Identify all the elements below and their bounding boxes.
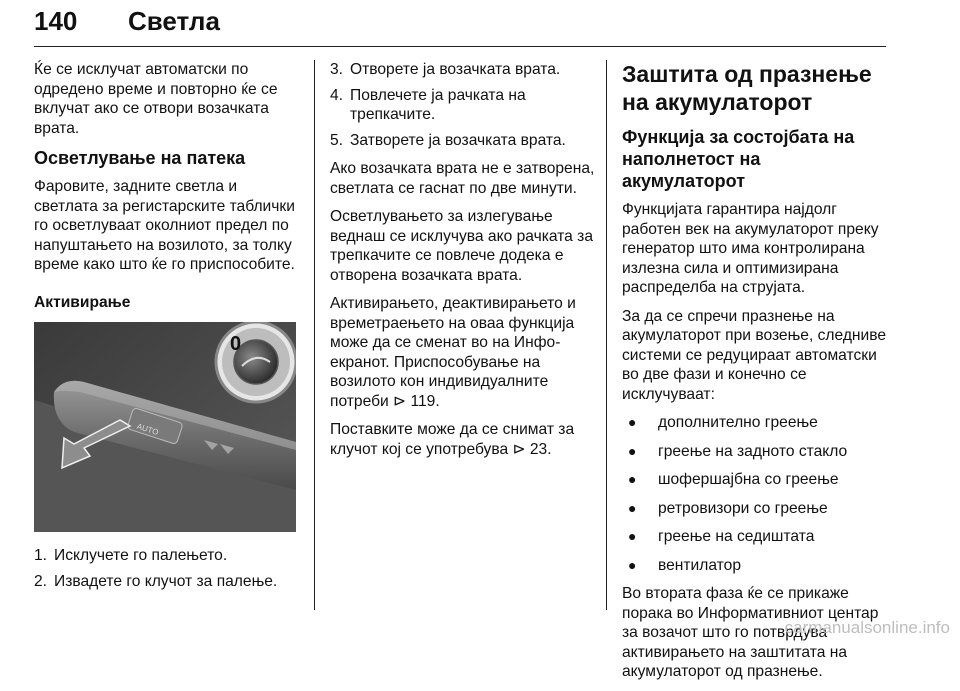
paragraph: Фаровите, задните светла и светлата за регистарските таблички го осветлуваат околниот предел по напуштањето на возилото, за толку време како што ќе го приспособите. [34, 178, 295, 273]
page-header [34, 6, 886, 47]
paragraph: Активирањето, деактивирањето и времетраењето на оваа функција може да се сменат во на Инфо-екранот. Приспособување на возилото кон индивидуалните потреби ⊳ 119. [330, 295, 576, 410]
subheading-activation: Активирање [34, 293, 131, 311]
list-item: ● ретровизори со греење [622, 499, 888, 519]
step-text: Исклучете го палењето. [54, 547, 228, 564]
step-number: 2. [34, 572, 48, 590]
bullet-icon: ● [628, 471, 637, 487]
step-number: 4. [330, 86, 344, 104]
list-item: ● шофершајбна со греење [622, 470, 888, 490]
heading-battery-protection: Заштита од празнење на акумулаторот [622, 61, 872, 115]
watermark: carmanualsonline.info [784, 618, 950, 637]
paragraph: Во втората фаза ќе се прикаже порака во Информативниот центар за возачот што го потврдува активирањето на заштитата на акумулаторот од празнење. [622, 585, 879, 680]
figure-digit: 0 [230, 333, 242, 355]
section-title: Светла [128, 6, 220, 36]
column-1 [34, 60, 296, 600]
paragraph: Ќе се исклучат автоматски по одредено време и повторно ќе се вклучат ако се отвори возачката врата. [34, 61, 278, 137]
column-3 [622, 60, 888, 691]
step-number: 3. [330, 61, 344, 78]
step-text: Отворете ја возачката врата. [350, 61, 561, 78]
heading-path-lighting: Осветлување на патека [34, 148, 246, 168]
svg-text:AUTO: AUTO [135, 421, 160, 438]
list-item: ● дополнително греење [622, 413, 888, 433]
paragraph: За да се спречи празнење на акумулаторот при возење, следниве системи се редуцираат автоматски во две фази и конечно се исклучуваат: [622, 307, 887, 403]
list-item [330, 86, 598, 125]
column-divider [606, 60, 607, 610]
list-item: ● греење на седиштата [622, 527, 888, 547]
bullet-icon: ● [628, 556, 637, 573]
column-divider [314, 60, 315, 610]
paragraph: Функцијата гарантира најдолг работен век на акумулаторот преку генератор што има контролирана излезна сила и оптимизирана распределба на струјата. [622, 201, 879, 296]
list-item: ● греење на задното стакло [622, 442, 888, 462]
step-text: Затворете ја возачката врата. [350, 131, 566, 149]
list-item: ● вентилатор [622, 556, 888, 576]
stalk-illustration [34, 322, 296, 532]
bullet-icon: ● [628, 442, 637, 459]
paragraph: Поставките може да се снимат за клучот кој се употребува ⊳ 23. [330, 421, 575, 458]
step-text: Повлечете ја рачката на трепкачите. [350, 86, 526, 123]
step-number: 5. [330, 131, 344, 149]
bullet-icon: ● [628, 414, 637, 430]
list-item [34, 546, 296, 566]
list-item [330, 60, 598, 80]
paragraph: Ако возачката врата не е затворена, светлата се гаснат по две минути. [330, 160, 595, 197]
steps-list [34, 546, 296, 591]
column-2 [330, 60, 598, 468]
bullet-list [622, 413, 888, 575]
step-number: 1. [34, 547, 48, 564]
step-text: Извадете го клучот за палење. [54, 572, 278, 590]
list-item [330, 131, 598, 151]
page-number: 140 [34, 6, 78, 36]
bullet-icon: ● [628, 528, 637, 544]
subheading-charge-function: Функција за состојбата на наполнетост на акумулаторот [622, 127, 855, 191]
steps-list [330, 60, 598, 150]
turn-signal-lever-image [34, 322, 296, 532]
bullet-icon: ● [628, 499, 637, 516]
paragraph: Осветлувањето за излегување веднаш се исклучува ако рачката за трепкачите се повлече додека е отворена возачката врата. [330, 208, 593, 284]
list-item [34, 572, 296, 592]
